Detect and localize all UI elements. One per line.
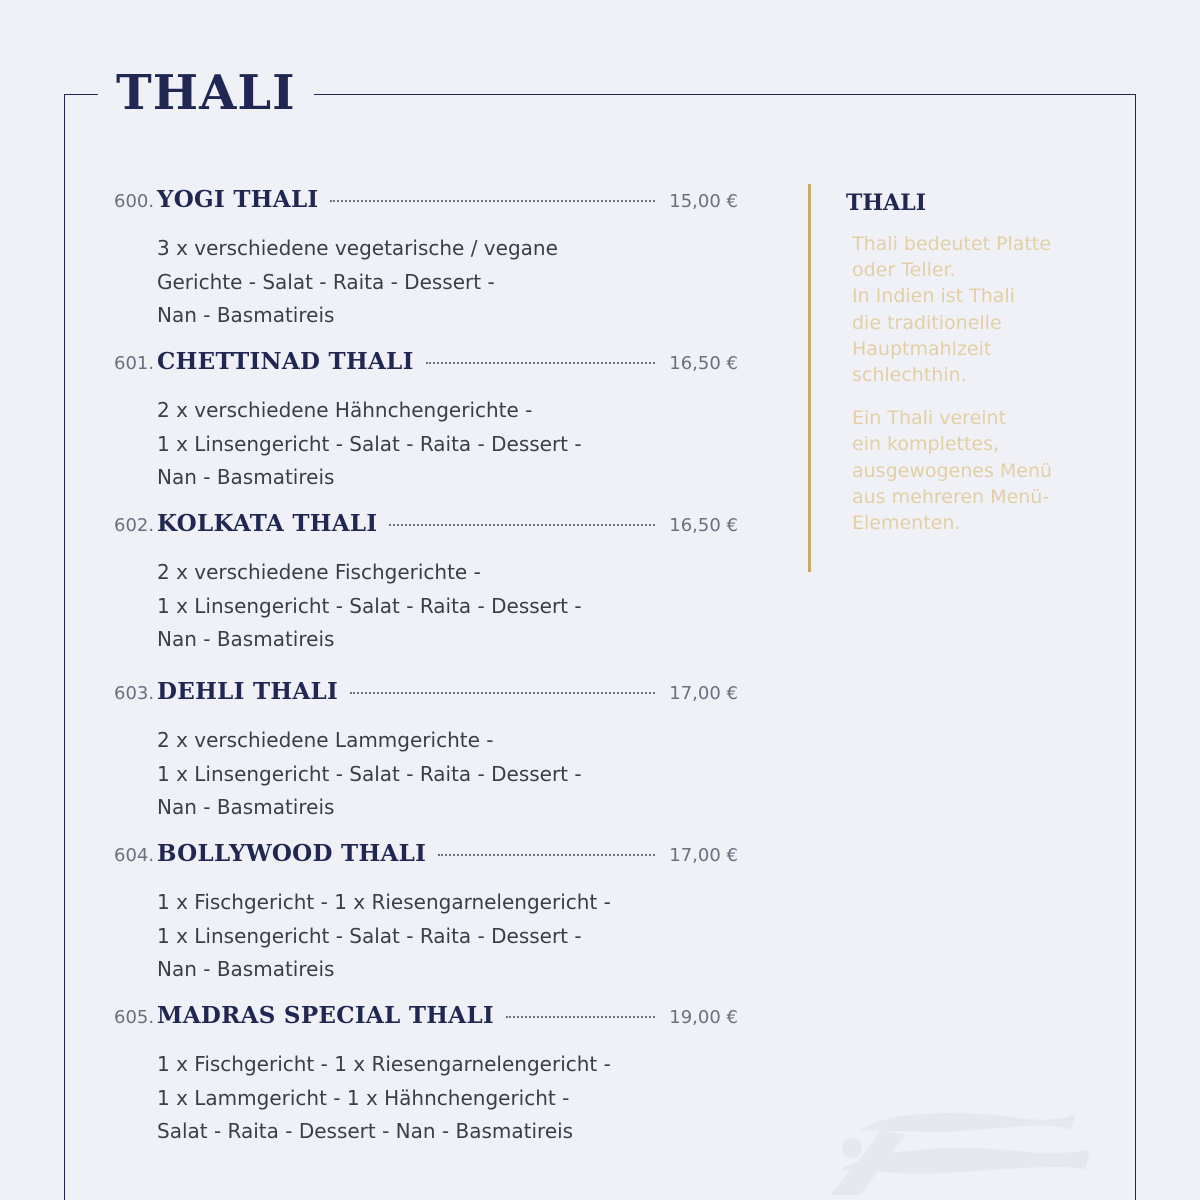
item-name: CHETTINAD THALI bbox=[157, 348, 414, 375]
description-line: 1 x Linsengericht - Salat - Raita - Dessert - bbox=[157, 593, 582, 618]
sidebar-line: oder Teller. bbox=[852, 259, 956, 282]
menu-item-header bbox=[114, 510, 738, 550]
menu-item bbox=[114, 348, 738, 495]
description-line: 1 x Fischgericht - 1 x Riesengarnelengericht - bbox=[157, 1052, 611, 1076]
item-name: KOLKATA THALI bbox=[157, 510, 378, 537]
sidebar-line: Elementen. bbox=[852, 512, 961, 535]
item-description bbox=[157, 556, 738, 657]
description-line: 2 x verschiedene Hähnchengerichte - bbox=[157, 398, 533, 422]
sidebar-paragraph bbox=[852, 405, 1102, 536]
menu-item-header bbox=[114, 840, 738, 880]
description-line: 3 x verschiedene vegetarische / vegane bbox=[157, 236, 558, 260]
sidebar-line: ein komplettes, bbox=[852, 433, 1000, 456]
item-number: 601. bbox=[114, 353, 155, 374]
sidebar-divider bbox=[808, 184, 811, 572]
menu-item bbox=[114, 678, 738, 825]
dot-leader bbox=[506, 1016, 655, 1018]
dot-leader bbox=[330, 200, 655, 202]
item-number: 604. bbox=[114, 845, 155, 866]
menu-item-header bbox=[114, 186, 738, 226]
menu-item bbox=[114, 1002, 738, 1149]
sidebar-line: Thali bedeutet Platte bbox=[852, 233, 1052, 255]
sidebar-text bbox=[852, 231, 1102, 553]
description-line: 1 x Linsengericht - Salat - Raita - Dessert - bbox=[157, 923, 582, 948]
page-title: THALI bbox=[116, 65, 296, 121]
description-line: 1 x Lammgericht - 1 x Hähnchengericht - bbox=[157, 1085, 570, 1110]
item-price: 16,50 € bbox=[669, 515, 738, 536]
item-description bbox=[157, 724, 738, 825]
item-description bbox=[157, 886, 738, 987]
description-line: Salat - Raita - Dessert - Nan - Basmatireis bbox=[157, 1119, 574, 1143]
item-price: 19,00 € bbox=[669, 1007, 738, 1028]
dot-leader bbox=[350, 692, 655, 694]
item-number: 603. bbox=[114, 683, 155, 704]
item-name: DEHLI THALI bbox=[157, 678, 339, 705]
description-line: 2 x verschiedene Fischgerichte - bbox=[157, 560, 481, 584]
dot-leader bbox=[438, 854, 655, 856]
menu-item-header bbox=[114, 1002, 738, 1042]
sidebar-line: Ein Thali vereint bbox=[852, 407, 1007, 430]
description-line: 1 x Fischgericht - 1 x Riesengarnelengericht - bbox=[157, 890, 611, 914]
sidebar-line: Hauptmahlzeit bbox=[852, 337, 992, 360]
menu-item bbox=[114, 840, 738, 987]
item-price: 15,00 € bbox=[669, 191, 738, 212]
item-price: 17,00 € bbox=[669, 845, 738, 866]
menu-item bbox=[114, 510, 738, 657]
item-price: 16,50 € bbox=[669, 353, 738, 374]
item-price: 17,00 € bbox=[669, 683, 738, 704]
description-line: Gerichte - Salat - Raita - Dessert - bbox=[157, 269, 495, 294]
sidebar-line: ausgewogenes Menü bbox=[852, 459, 1053, 482]
item-number: 602. bbox=[114, 515, 155, 536]
item-name: MADRAS SPECIAL THALI bbox=[157, 1002, 494, 1029]
item-number: 600. bbox=[114, 191, 155, 212]
menu-item bbox=[114, 186, 738, 333]
sidebar-line: schlechthin. bbox=[852, 364, 967, 387]
description-line: Nan - Basmatireis bbox=[157, 303, 335, 327]
sidebar-title: THALI bbox=[846, 190, 926, 216]
description-line: Nan - Basmatireis bbox=[157, 627, 335, 651]
sidebar-line: die traditionelle bbox=[852, 311, 1002, 334]
description-line: 1 x Linsengericht - Salat - Raita - Dessert - bbox=[157, 431, 582, 456]
sidebar-line: aus mehreren Menü- bbox=[852, 485, 1050, 508]
dot-leader bbox=[389, 524, 655, 526]
dot-leader bbox=[426, 362, 656, 364]
description-line: 2 x verschiedene Lammgerichte - bbox=[157, 728, 494, 752]
item-name: YOGI THALI bbox=[157, 186, 319, 213]
item-number: 605. bbox=[114, 1007, 155, 1028]
menu-item-header bbox=[114, 678, 738, 718]
item-name: BOLLYWOOD THALI bbox=[157, 840, 427, 867]
description-line: 1 x Linsengericht - Salat - Raita - Dessert - bbox=[157, 761, 582, 786]
logo-watermark-icon bbox=[820, 1090, 1100, 1200]
sidebar-line: In Indien ist Thali bbox=[852, 285, 1015, 308]
title-wrap bbox=[98, 62, 314, 124]
item-description bbox=[157, 232, 738, 333]
menu-item-header bbox=[114, 348, 738, 388]
item-description bbox=[157, 1048, 738, 1149]
item-description bbox=[157, 394, 738, 495]
description-line: Nan - Basmatireis bbox=[157, 465, 335, 489]
description-line: Nan - Basmatireis bbox=[157, 957, 335, 981]
sidebar-paragraph bbox=[852, 231, 1102, 388]
description-line: Nan - Basmatireis bbox=[157, 795, 335, 819]
